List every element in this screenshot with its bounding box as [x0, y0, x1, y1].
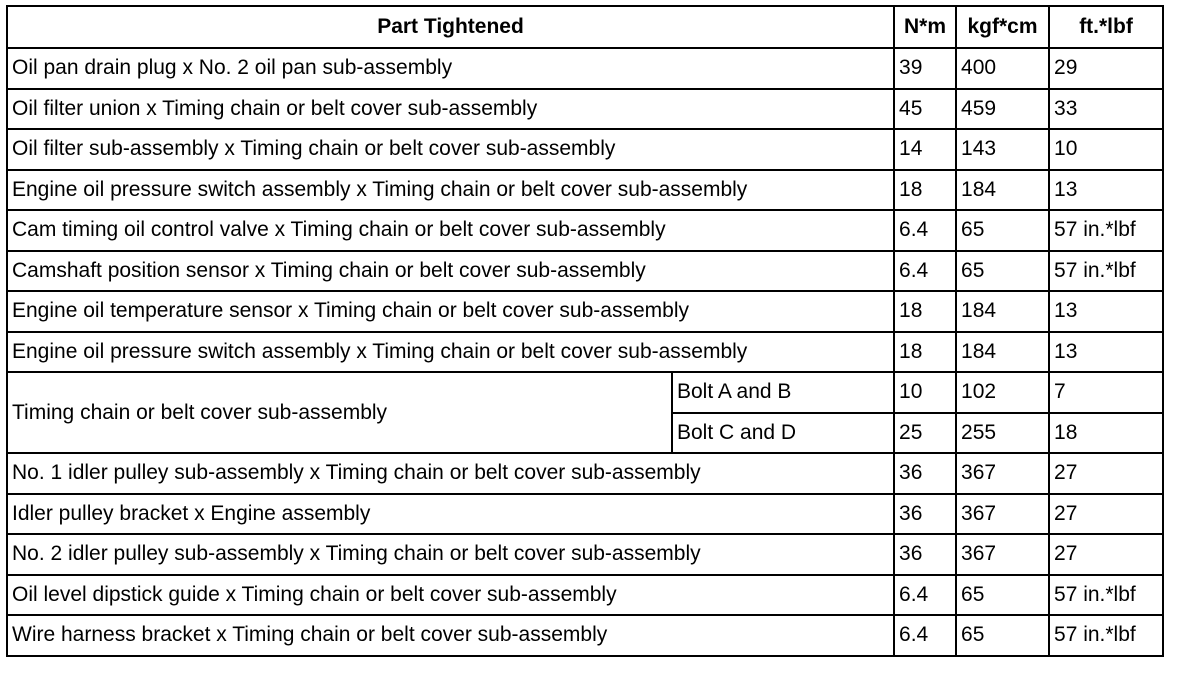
header-part-tightened: Part Tightened — [7, 6, 894, 48]
ft-cell: 57 in.*lbf — [1049, 251, 1163, 292]
part-cell: Oil level dipstick guide x Timing chain or belt cover sub-assembly — [7, 575, 894, 616]
kgf-cell: 65 — [956, 251, 1049, 292]
table-row — [7, 494, 1163, 535]
table-row-group — [7, 372, 1163, 413]
nm-cell: 6.4 — [894, 615, 956, 656]
torque-spec-table — [6, 5, 1164, 657]
ft-cell: 27 — [1049, 494, 1163, 535]
nm-cell: 25 — [894, 413, 956, 454]
table-row — [7, 129, 1163, 170]
part-cell: Oil filter sub-assembly x Timing chain or belt cover sub-assembly — [7, 129, 894, 170]
sub-part-cell: Bolt A and B — [672, 372, 894, 413]
ft-cell: 13 — [1049, 332, 1163, 373]
ft-cell: 18 — [1049, 413, 1163, 454]
nm-cell: 14 — [894, 129, 956, 170]
ft-cell: 10 — [1049, 129, 1163, 170]
kgf-cell: 65 — [956, 210, 1049, 251]
nm-cell: 18 — [894, 291, 956, 332]
part-cell: Idler pulley bracket x Engine assembly — [7, 494, 894, 535]
nm-cell: 6.4 — [894, 251, 956, 292]
ft-cell: 13 — [1049, 291, 1163, 332]
group-part-cell: Timing chain or belt cover sub-assembly — [7, 372, 672, 453]
part-cell: Engine oil pressure switch assembly x Timing chain or belt cover sub-assembly — [7, 170, 894, 211]
part-cell: No. 1 idler pulley sub-assembly x Timing chain or belt cover sub-assembly — [7, 453, 894, 494]
table-row — [7, 210, 1163, 251]
nm-cell: 6.4 — [894, 210, 956, 251]
ft-cell: 7 — [1049, 372, 1163, 413]
table-row — [7, 170, 1163, 211]
nm-cell: 45 — [894, 89, 956, 130]
nm-cell: 36 — [894, 494, 956, 535]
part-cell: Engine oil pressure switch assembly x Timing chain or belt cover sub-assembly — [7, 332, 894, 373]
kgf-cell: 65 — [956, 615, 1049, 656]
part-cell: Oil pan drain plug x No. 2 oil pan sub-assembly — [7, 48, 894, 89]
kgf-cell: 367 — [956, 534, 1049, 575]
ft-cell: 27 — [1049, 453, 1163, 494]
header-nm: N*m — [894, 6, 956, 48]
ft-cell: 27 — [1049, 534, 1163, 575]
kgf-cell: 459 — [956, 89, 1049, 130]
ft-cell: 57 in.*lbf — [1049, 615, 1163, 656]
kgf-cell: 367 — [956, 453, 1049, 494]
kgf-cell: 184 — [956, 332, 1049, 373]
nm-cell: 10 — [894, 372, 956, 413]
part-cell: Oil filter union x Timing chain or belt cover sub-assembly — [7, 89, 894, 130]
nm-cell: 18 — [894, 170, 956, 211]
kgf-cell: 102 — [956, 372, 1049, 413]
part-cell: No. 2 idler pulley sub-assembly x Timing chain or belt cover sub-assembly — [7, 534, 894, 575]
ft-cell: 13 — [1049, 170, 1163, 211]
nm-cell: 36 — [894, 534, 956, 575]
kgf-cell: 143 — [956, 129, 1049, 170]
table-row — [7, 453, 1163, 494]
kgf-cell: 367 — [956, 494, 1049, 535]
header-ft-lbf: ft.*lbf — [1049, 6, 1163, 48]
table-row — [7, 48, 1163, 89]
table-row — [7, 89, 1163, 130]
ft-cell: 29 — [1049, 48, 1163, 89]
table-row — [7, 291, 1163, 332]
ft-cell: 57 in.*lbf — [1049, 575, 1163, 616]
table-row — [7, 575, 1163, 616]
part-cell: Cam timing oil control valve x Timing chain or belt cover sub-assembly — [7, 210, 894, 251]
nm-cell: 18 — [894, 332, 956, 373]
table-row — [7, 251, 1163, 292]
part-cell: Camshaft position sensor x Timing chain or belt cover sub-assembly — [7, 251, 894, 292]
part-cell: Engine oil temperature sensor x Timing chain or belt cover sub-assembly — [7, 291, 894, 332]
kgf-cell: 184 — [956, 291, 1049, 332]
table-row — [7, 615, 1163, 656]
nm-cell: 6.4 — [894, 575, 956, 616]
kgf-cell: 400 — [956, 48, 1049, 89]
table-row — [7, 534, 1163, 575]
nm-cell: 36 — [894, 453, 956, 494]
kgf-cell: 65 — [956, 575, 1049, 616]
part-cell: Wire harness bracket x Timing chain or belt cover sub-assembly — [7, 615, 894, 656]
kgf-cell: 184 — [956, 170, 1049, 211]
kgf-cell: 255 — [956, 413, 1049, 454]
table-header-row — [7, 6, 1163, 48]
nm-cell: 39 — [894, 48, 956, 89]
ft-cell: 57 in.*lbf — [1049, 210, 1163, 251]
table-row — [7, 332, 1163, 373]
sub-part-cell: Bolt C and D — [672, 413, 894, 454]
header-kgf-cm: kgf*cm — [956, 6, 1049, 48]
ft-cell: 33 — [1049, 89, 1163, 130]
